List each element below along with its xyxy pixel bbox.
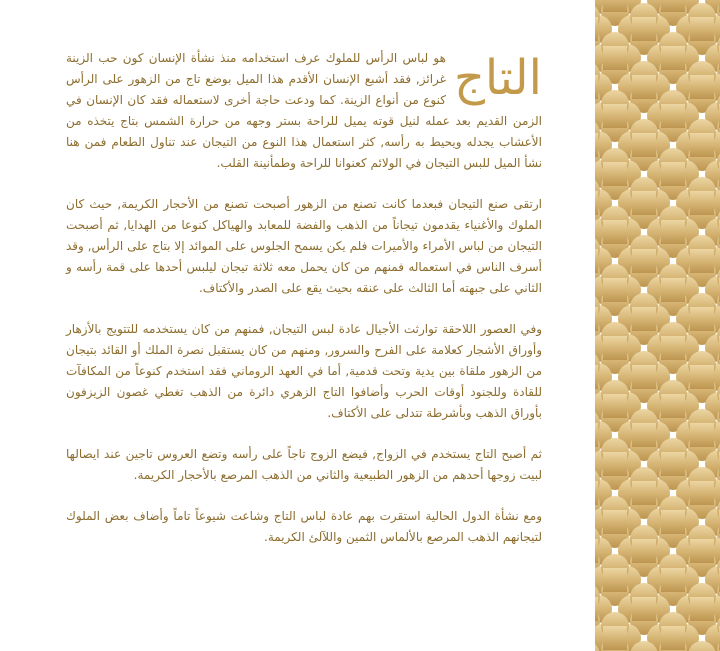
decorative-quatrefoil-pattern [595, 0, 720, 651]
paragraph-2: ارتقى صنع التيجان فبعدما كانت تصنع من الزهور أصبحت تصنع من الأحجار الكريمة, حيث كان الملوك والأغنياء يقدمون تيجاناً من الذهب والفضة للمعابد والهياكل كنوعا من الهدايا, ثم أصبحت التيجان من لباس الأمراء والأميرات فلم يكن يسمح الجلوس على الموائد إلا بتاج على الرأس, وقد أسرف الناس في استعماله فمنهم من كان يحمل معه ثلاثة تيجان ليلبس أحدها على قمة رأسه و الثاني على جبهته أما الثالث على عنقه بحيث يقع على الصدر والأكتاف. [66, 197, 542, 295]
paragraph-3: وفي العصور اللاحقة توارثت الأجيال عادة لبس التيجان, فمنهم من كان يستخدمه للتتويج بالأزهار وأوراق الأشجار كعلامة على الفرح والسرور, ومنهم من كان يستقبل نصرة الملك أو القائد بتيجان من الزهور ملقاة بين يدية وتحت قدمية, أما في العهد الروماني فقد استخدم كنوعاً من المكافآت للقادة وللجنود أوقات الحرب وأضافوا التاج الزهري دائرة من الذهب تغطي غصون الزيزفون بأوراق الذهب وبأشرطة تتدلى على الأكتاف. [66, 322, 542, 420]
paragraph-4: ثم أصبح التاج يستخدم في الزواج, فيضع الزوج تاجاً على رأسه وتضع العروس تاجين عند ايصالها لبيت زوجها أحدهم من الزهور الطبيعية والثاني من الذهب المرصع بالأحجار الكريمة. [66, 447, 542, 482]
article-body [66, 48, 542, 568]
page-title: التاج [453, 50, 542, 106]
paragraph-1: هو لباس الرأس للملوك عرف استخدامه منذ نشأة الإنسان كون حب الزينة غرائز, فقد أشبع الإنسان الأقدم هذا الميل بوضع تاج من الزهور على الرأس كنوع من أنواع الزينة. كما ودعت حاجة أخرى لاستعماله فقد كان الإنسان في الزمن القديم بعد عمله لنيل قوته يميل للراحة بستر وجهه من حرارة الشمس بتاج يتخذه من الأعشاب يجدله ويحيط به رأسه, كثر استعمال هذا النوع من التيجان عند تناول الطعام فمن هنا نشأ الميل للبس التيجان في الولائم كعنوانا للراحة وطمأنينة القلب. [66, 51, 542, 170]
paragraph-5: ومع نشأة الدول الحالية استقرت بهم عادة لباس التاج وشاعت شيوعاً تاماً وأضاف بعض الملوك لتيجانهم الذهب المرصع بالألماس الثمين واللآلئ الكريمة. [66, 509, 542, 544]
